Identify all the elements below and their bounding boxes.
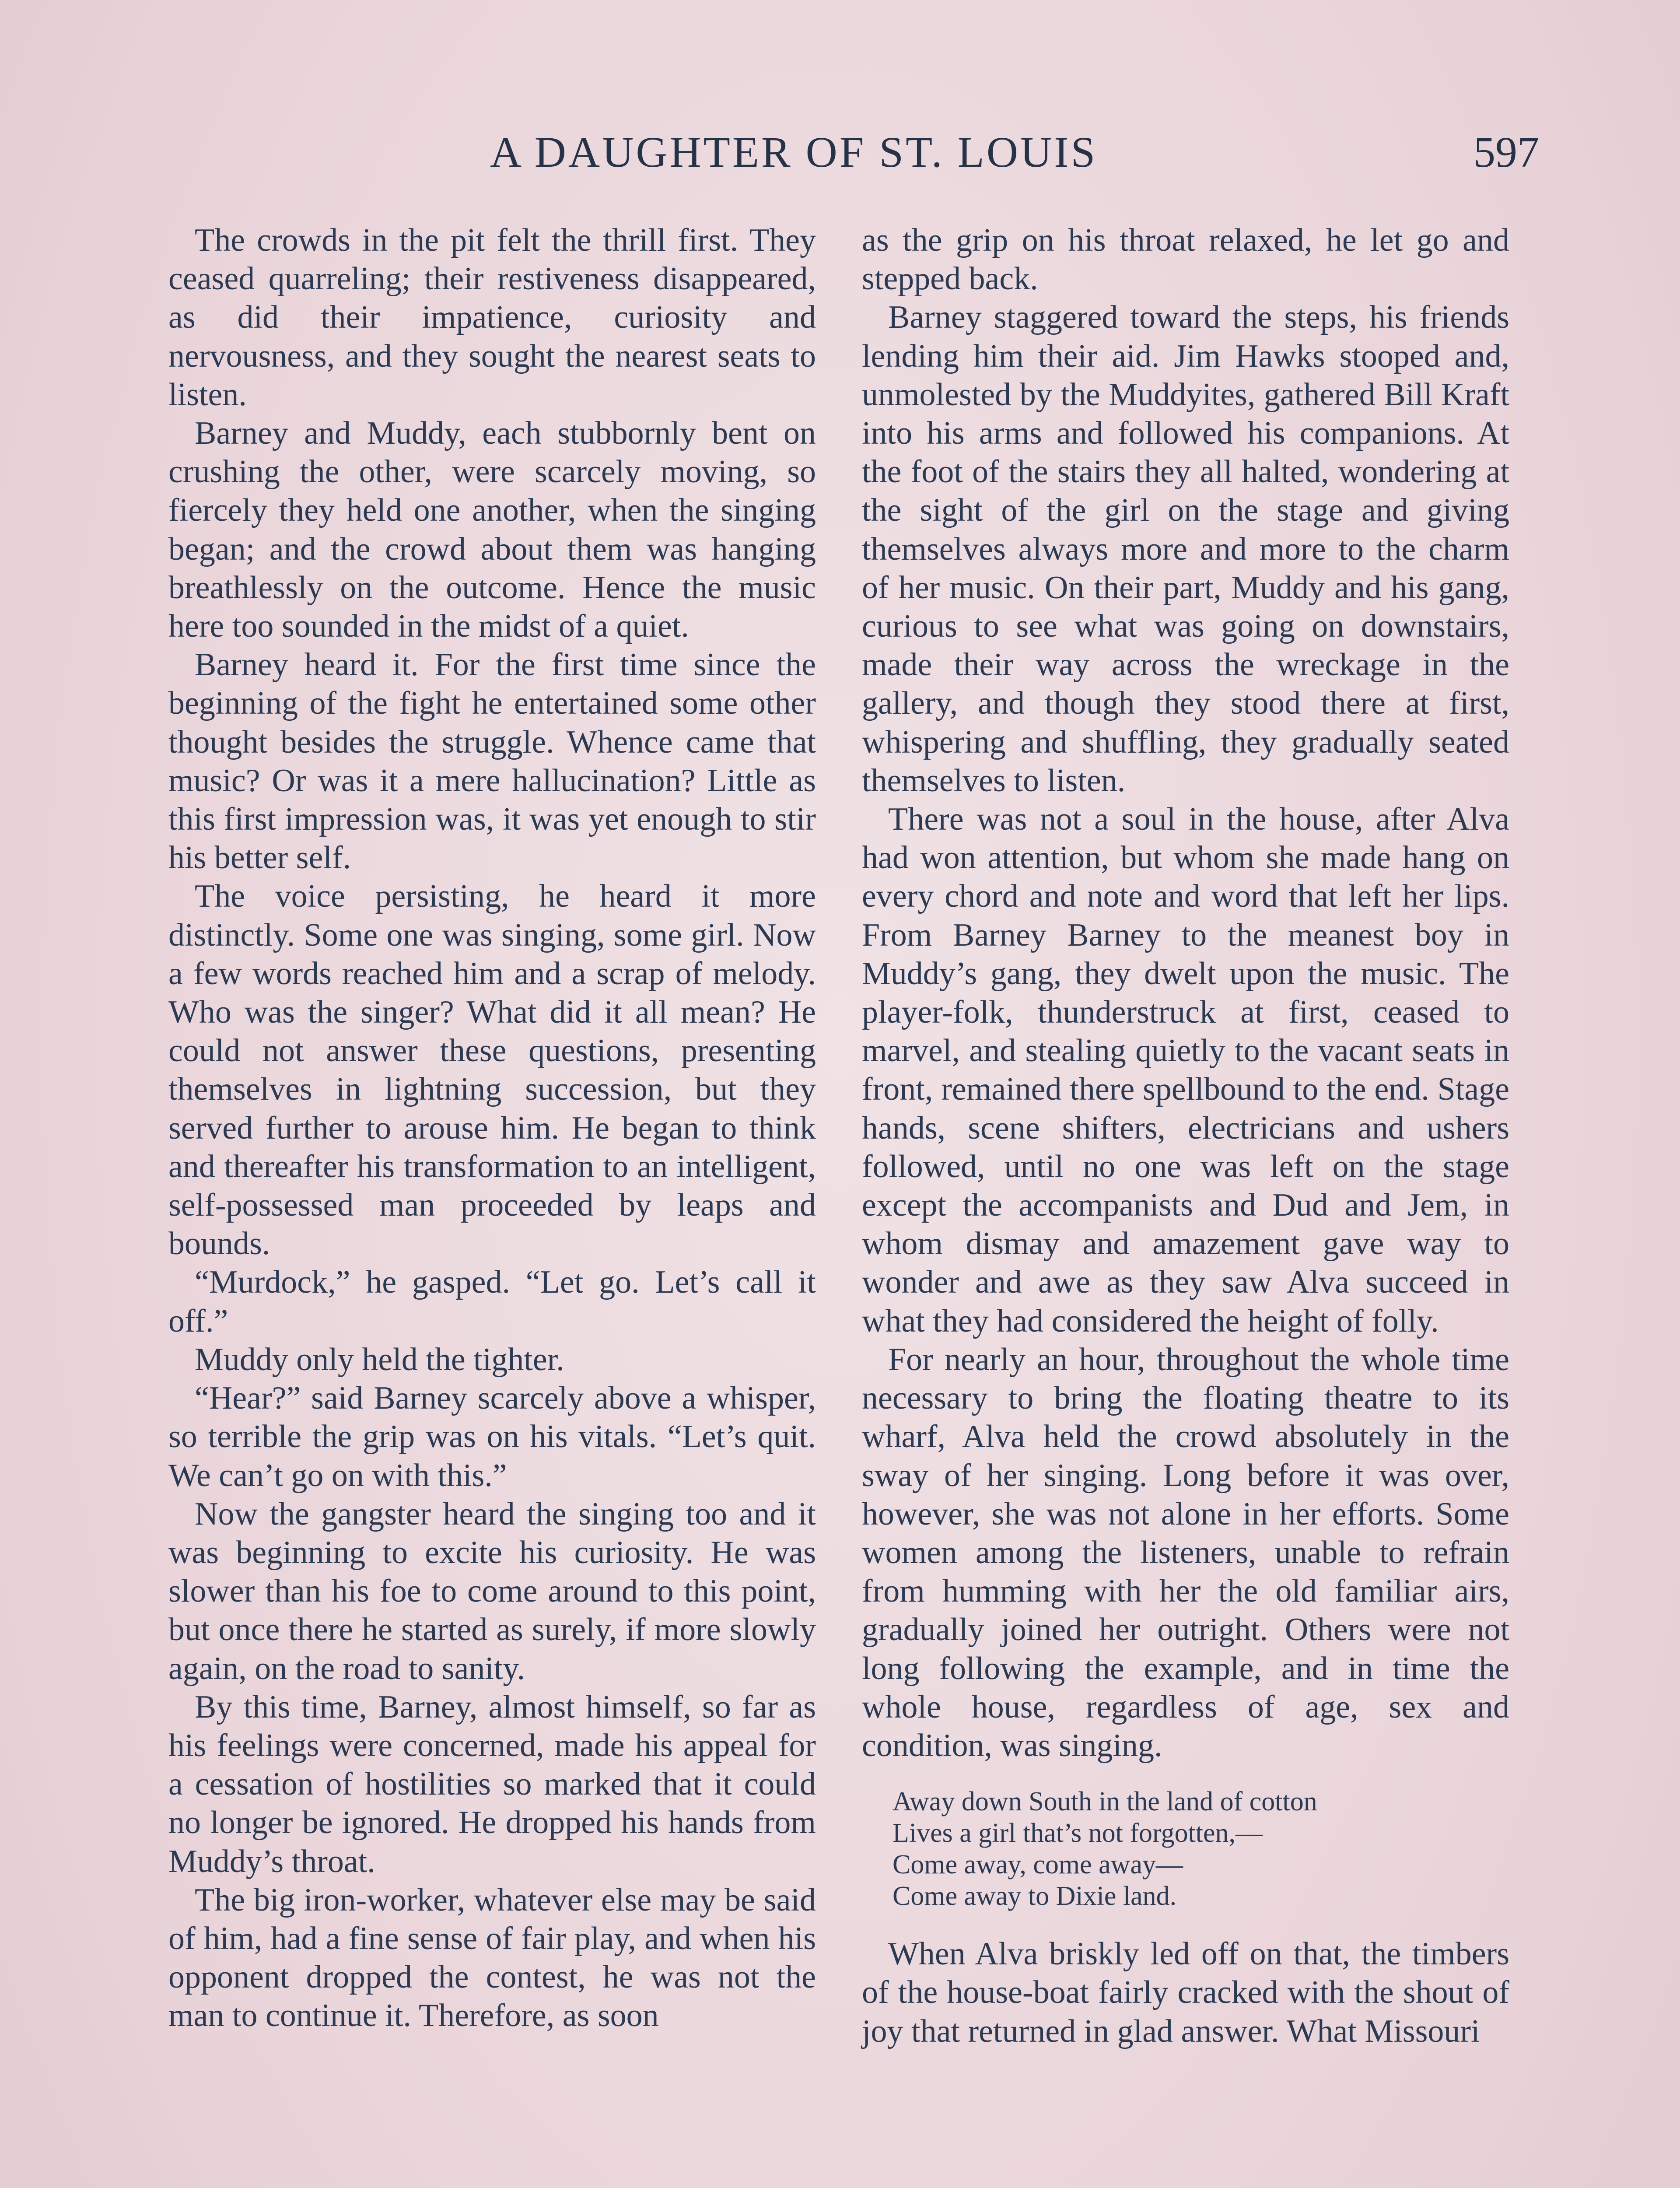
continued-paragraph: as the grip on his throat relaxed, he let go and stepped back. xyxy=(862,222,1509,297)
paragraph: Barney heard it. For the first time since the beginning of the fight he entertained some other thought besides the struggle. Whence came that music? Or was it a mere hallucination? Little as this first impression was, it was yet enough to stir his better self. xyxy=(168,647,816,876)
paragraph: Barney staggered toward the steps, his friends lending him their aid. Jim Hawks stooped and, unmolested by the Muddyites, gathered Bill Kraft into his arms and followed his companions. At the foot of the stairs they all halted, wondering at the sight of the girl on the stage and giving themselves always more and more to the charm of her music. On their part, Muddy and his gang, curious to see what was going on downstairs, made their way across the wreckage in the gallery, and though they stood there at first, whispering and shuffling, they gradually seated themselves to listen. xyxy=(862,299,1509,799)
left-column xyxy=(168,221,816,2035)
paragraph: Barney and Muddy, each stubbornly bent on crushing the other, were scarcely moving, so fiercely they held one another, when the singing began; and the crowd about them was hanging breathlessly on the outcome. Hence the music here too sounded in the midst of a quiet. xyxy=(168,415,816,645)
song-verse xyxy=(862,1786,1509,1912)
paragraph: By this time, Barney, almost himself, so far as his feelings were concerned, made his appeal for a cessation of hostilities so marked that it could no longer be ignored. He dropped his hands from Muddy’s throat. xyxy=(168,1689,816,1879)
verse-line: Lives a girl that’s not forgotten,— xyxy=(892,1818,1263,1848)
paragraph: There was not a soul in the house, after Alva had won attention, but whom she made hang on every chord and note and word that left her lips. From Barney Barney to the meanest boy in Muddy’s gang, they dwelt upon the music. The player-folk, thunderstruck at first, ceased to marvel, and stealing quietly to the vacant seats in front, remained there spellbound to the end. Stage hands, scene shifters, electricians and ushers followed, until no one was left on the stage except the accompanists and Dud and Jem, in whom dismay and amazement gave way to wonder and awe as they saw Alva succeed in what they had considered the height of folly. xyxy=(862,801,1509,1339)
verse-line: Away down South in the land of cotton xyxy=(892,1787,1317,1817)
paragraph: The crowds in the pit felt the thrill first. They ceased quarreling; their restiveness disappeared, as did their impatience, curiosity and nervousness, and they sought the nearest seats to listen. xyxy=(168,222,816,413)
paragraph: For nearly an hour, throughout the whole time necessary to bring the floating theatre to its wharf, Alva held the crowd absolutely in the sway of her singing. Long before it was over, however, she was not alone in her efforts. Some women among the listeners, unable to refrain from humming with her the old familiar airs, gradually joined her outright. Others were not long following the example, and in time the whole house, regardless of age, sex and condition, was singing. xyxy=(862,1341,1509,1764)
verse-line: Come away, come away— xyxy=(892,1850,1183,1880)
right-column xyxy=(862,221,1509,2051)
page-header xyxy=(0,127,1680,184)
verse-line: Come away to Dixie land. xyxy=(892,1881,1177,1911)
running-title: A DAUGHTER OF ST. LOUIS xyxy=(490,128,1098,176)
paragraph: The voice persisting, he heard it more distinctly. Some one was singing, some girl. Now a few words reached him and a scrap of melody. Who was the singer? What did it all mean? He could not answer these questions, presenting themselves in lightning succession, but they served further to arouse him. He began to think and thereafter his transformation to an intelligent, self-possessed man proceeded by leaps and bounds. xyxy=(168,878,816,1262)
paragraph: The big iron-worker, whatever else may be said of him, had a fine sense of fair play, and when his opponent dropped the contest, he was not the man to continue it. Therefore, as soon xyxy=(168,1882,816,2034)
paragraph: “Murdock,” he gasped. “Let go. Let’s call it off.” xyxy=(168,1264,816,1339)
paragraph: “Hear?” said Barney scarcely above a whisper, so terrible the grip was on his vitals. “Let’s quit. We can’t go on with this.” xyxy=(168,1380,816,1494)
page-number: 597 xyxy=(1474,128,1539,176)
paragraph: Now the gangster heard the singing too and it was beginning to excite his curiosity. He was slower than his foe to come around to this point, but once there he started as surely, if more slowly again, on the road to sanity. xyxy=(168,1496,816,1687)
paragraph: Muddy only held the tighter. xyxy=(195,1341,564,1378)
paragraph: When Alva briskly led off on that, the timbers of the house-boat fairly cracked with the shout of joy that returned in glad answer. What Missouri xyxy=(862,1936,1509,2049)
